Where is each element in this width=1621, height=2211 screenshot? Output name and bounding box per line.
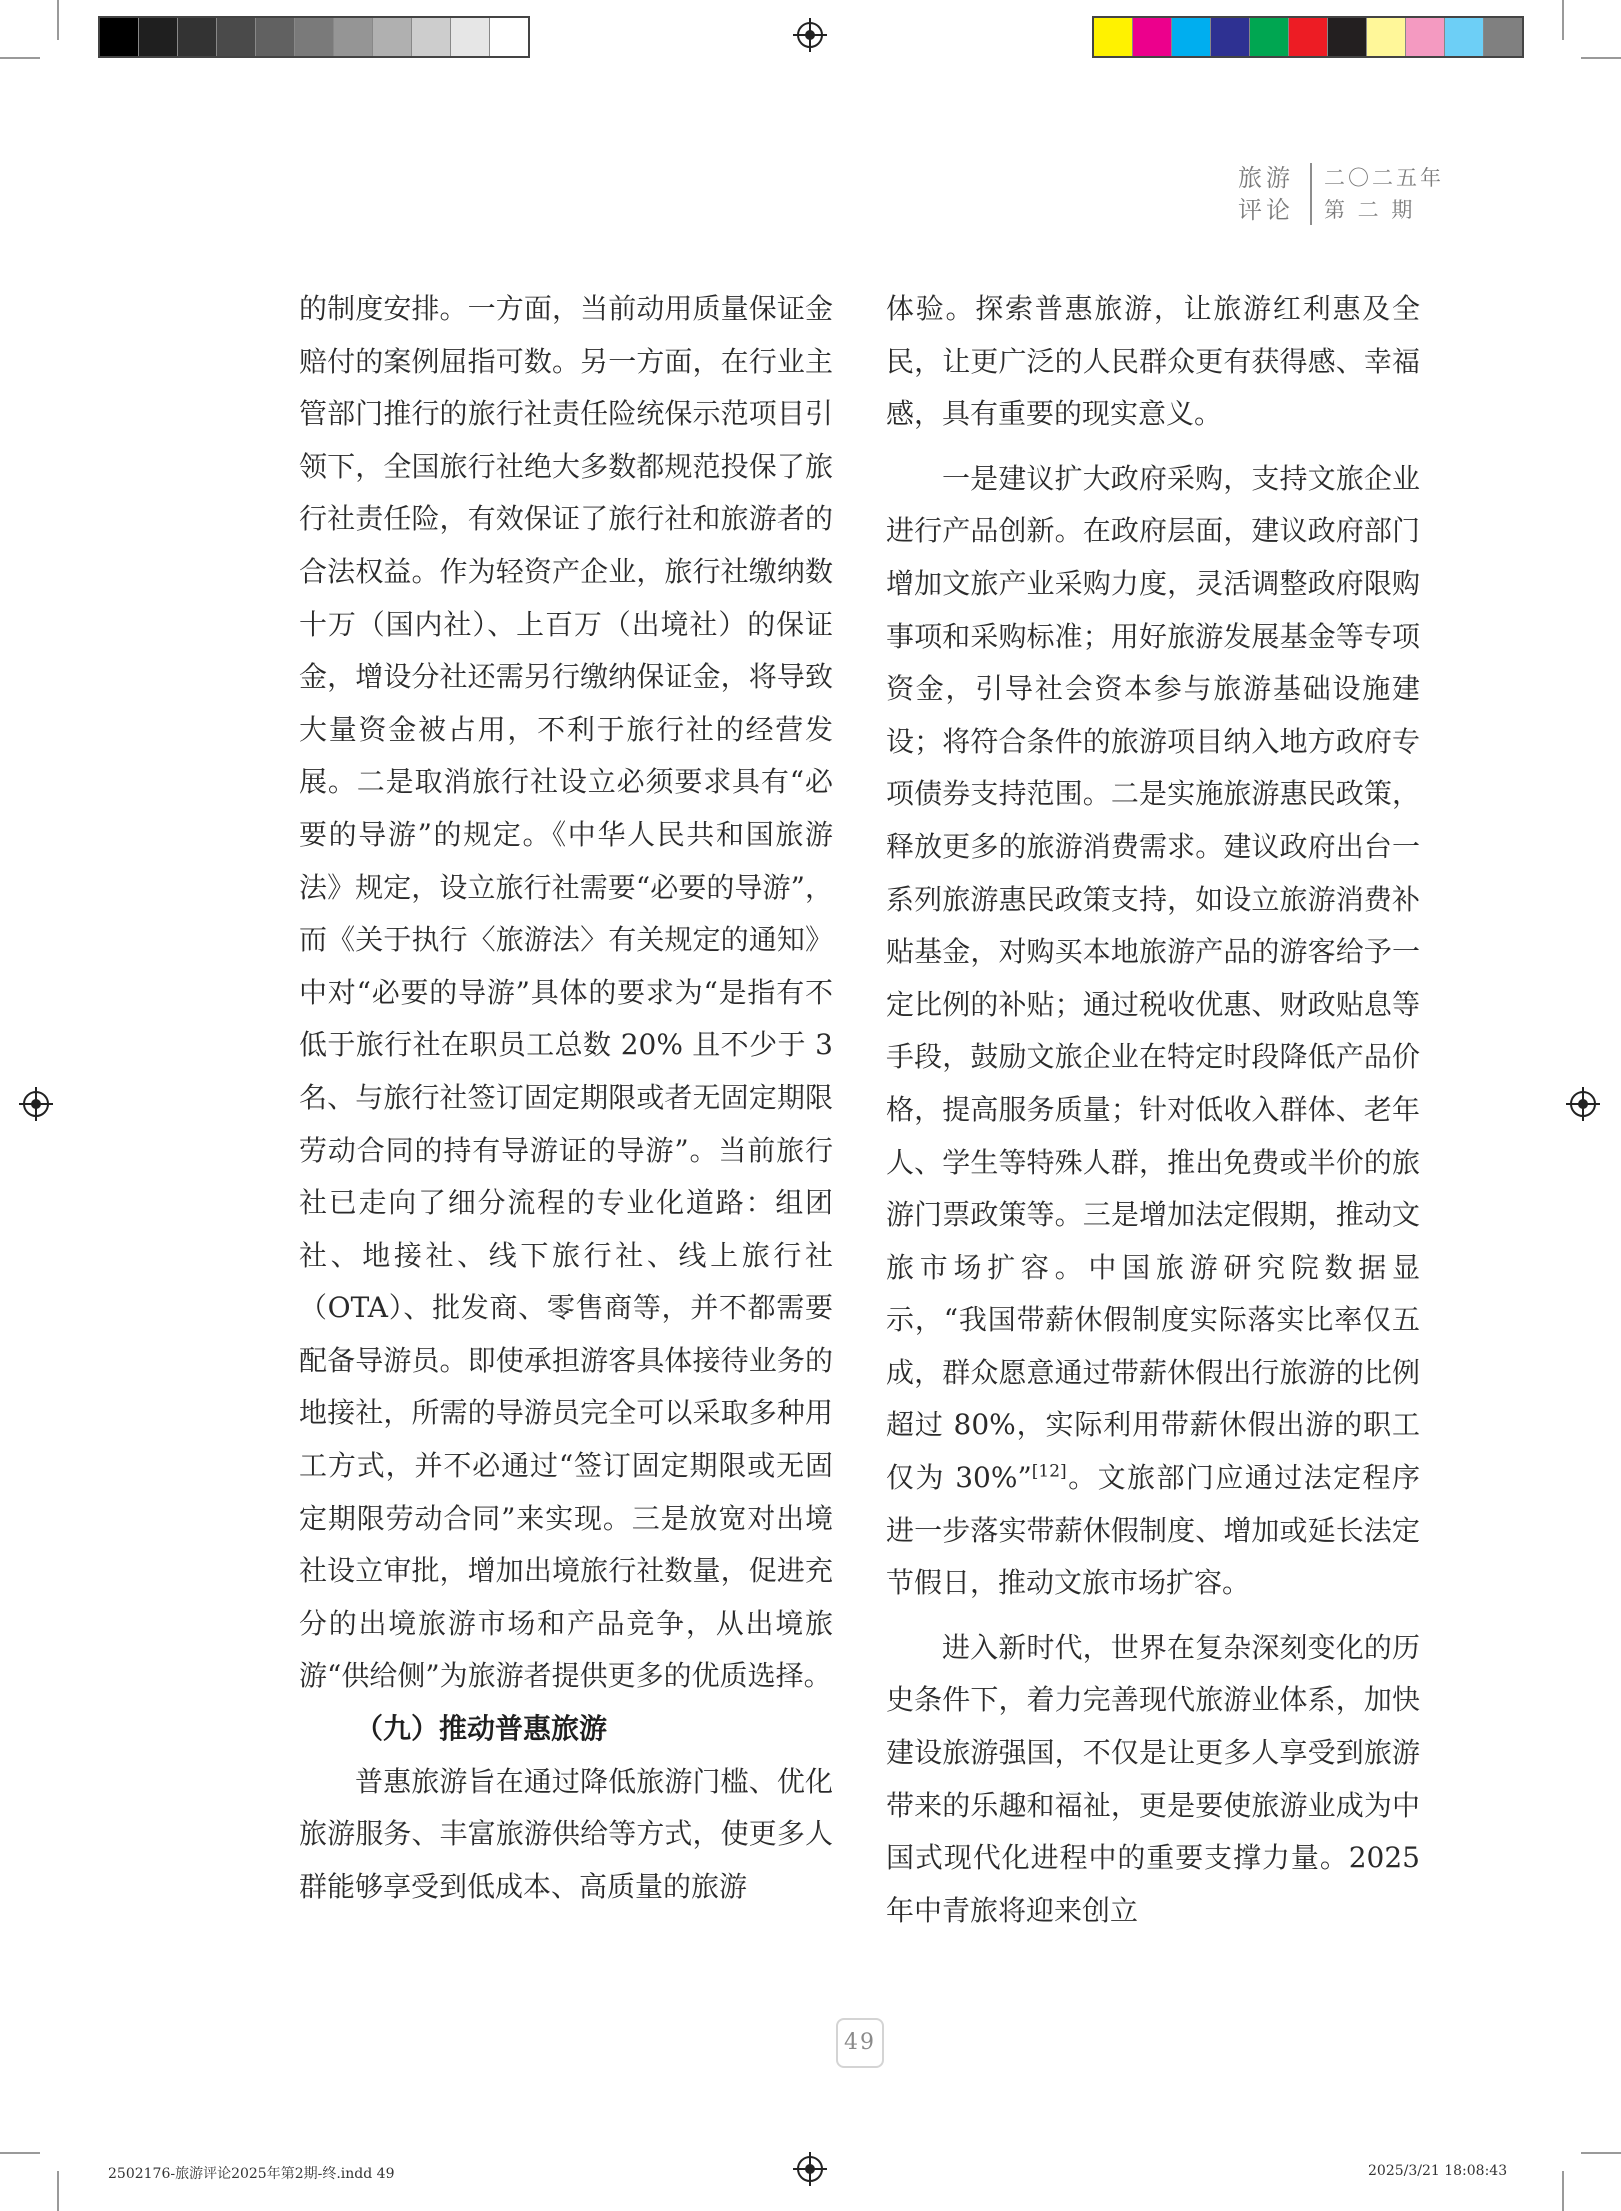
color-swatch bbox=[1172, 18, 1211, 56]
registration-mark-icon bbox=[23, 1091, 49, 1117]
registration-mark-icon bbox=[1570, 1091, 1596, 1117]
crop-mark bbox=[57, 2171, 59, 2211]
crop-mark bbox=[0, 2152, 40, 2154]
color-swatch bbox=[1133, 18, 1172, 56]
citation-reference: [12] bbox=[1031, 1461, 1067, 1482]
registration-mark-icon bbox=[797, 2156, 823, 2182]
color-swatch bbox=[178, 18, 217, 56]
process-color-bar bbox=[1092, 16, 1524, 58]
color-swatch bbox=[1289, 18, 1328, 56]
color-swatch bbox=[100, 18, 139, 56]
paragraph: 的制度安排。一方面，当前动用质量保证金赔付的案例屈指可数。另一方面，在行业主管部门推行的旅行社责任险统保示范项目引领下，全国旅行社绝大多数都规范投保了旅行社责任险，有效保证了旅行社和旅游者的合法权益。作为轻资产企业，旅行社缴纳数十万（国内社）、上百万（出境社）的保证金，增设分社还需另行缴纳保证金，将导致大量资金被占用，不利于旅行社的经营发展。二是取消旅行社设立必须要求具有“必要的导游”的规定。《中华人民共和国旅游法》规定，设立旅行社需要“必要的导游”，而《关于执行〈旅游法〉有关规定的通知》中对“必要的导游”具体的要求为“是指有不低于旅行社在职员工总数 20% 且不少于 3 名、与旅行社签订固定期限或者无固定期限劳动合同的持有导游证的导游”。当前旅行社已走向了细分流程的专业化道路：组团社、地接社、线下旅行社、线上旅行社（OTA）、批发商、零售商等，并不都需要配备导游员。即使承担游客具体接待业务的地接社，所需的导游员完全可以采取多种用工方式，并不必通过“签订固定期限或无固定期限劳动合同”来实现。三是放宽对出境社设立审批，增加出境旅行社数量，促进充分的出境旅游市场和产品竞争，从出境旅游“供给侧”为旅游者提供更多的优质选择。 bbox=[299, 292, 833, 1693]
footer-datetime: 2025/3/21 18:08:43 bbox=[1368, 2163, 1508, 2179]
crop-mark bbox=[1581, 57, 1621, 59]
color-swatch bbox=[490, 18, 528, 56]
paragraph: 普惠旅游旨在通过降低旅游门槛、优化旅游服务、丰富旅游供给等方式，使更多人群能够享受到低成本、高质量的旅游 bbox=[299, 1764, 833, 1903]
crop-mark bbox=[57, 0, 59, 40]
crop-mark bbox=[1562, 0, 1564, 40]
footer-file-name: 2502176-旅游评论2025年第2期-终.indd 49 bbox=[108, 2166, 395, 2182]
registration-mark-icon bbox=[797, 22, 823, 48]
paragraph: 一是建议扩大政府采购，支持文旅企业进行产品创新。在政府层面，建议政府部门增加文旅产业采购力度，灵活调整政府限购事项和采购标准；用好旅游发展基金等专项资金，引导社会资本参与旅游基础设施建设；将符合条件的旅游项目纳入地方政府专项债券支持范围。二是实施旅游惠民政策，释放更多的旅游消费需求。建议政府出台一系列旅游惠民政策支持，如设立旅游消费补贴基金，对购买本地旅游产品的游客给予一定比例的补贴；通过税收优惠、财政贴息等手段，鼓励文旅企业在特定时段降低产品价格，提高服务质量；针对低收入群体、老年人、学生等特殊人群，推出免费或半价的旅游门票政策等。三是增加法定假期，推动文旅市场扩容。中国旅游研究院数据显示，“我国带薪休假制度实际落实比率仅五成，群众愿意通过带薪休假出行旅游的比例超过 80%，实际利用带薪休假出游的职工仅为 30%”[12]。文旅部门应通过法定程序进一步落实带薪休假制度、增加或延长法定节假日，推动文旅市场扩容。 bbox=[886, 461, 1420, 1600]
running-header bbox=[1238, 162, 1444, 226]
issue-info: 二〇二五年 第 二 期 bbox=[1324, 166, 1444, 222]
color-swatch bbox=[373, 18, 412, 56]
crop-mark bbox=[0, 57, 40, 59]
header-divider bbox=[1310, 163, 1312, 225]
color-swatch bbox=[1445, 18, 1484, 56]
paragraph: 体验。探索普惠旅游，让旅游红利惠及全民，让更广泛的人民群众更有获得感、幸福感，具有重要的现实意义。 bbox=[886, 292, 1420, 431]
color-swatch bbox=[1484, 18, 1522, 56]
crop-mark bbox=[1562, 2171, 1564, 2211]
color-swatch bbox=[256, 18, 295, 56]
color-swatch bbox=[1094, 18, 1133, 56]
crop-mark bbox=[1581, 2152, 1621, 2154]
color-swatch bbox=[139, 18, 178, 56]
paragraph: 进入新时代，世界在复杂深刻变化的历史条件下，着力完善现代旅游业体系，加快建设旅游强国，不仅是让更多人享受到旅游带来的乐趣和福祉，更是要使旅游业成为中国式现代化进程中的重要支撑力量。2025 年中青旅将迎来创立 bbox=[886, 1630, 1420, 1927]
left-text-column bbox=[299, 283, 833, 1913]
color-swatch bbox=[217, 18, 256, 56]
color-swatch bbox=[1367, 18, 1406, 56]
page-number: 49 bbox=[836, 2018, 884, 2068]
grayscale-color-bar bbox=[98, 16, 530, 58]
color-swatch bbox=[412, 18, 451, 56]
color-swatch bbox=[334, 18, 373, 56]
journal-name: 旅游 评论 bbox=[1238, 164, 1294, 224]
color-swatch bbox=[1250, 18, 1289, 56]
color-swatch bbox=[295, 18, 334, 56]
right-text-column bbox=[886, 283, 1420, 1937]
section-heading: （九）推动普惠旅游 bbox=[355, 1712, 608, 1746]
color-swatch bbox=[1328, 18, 1367, 56]
color-swatch bbox=[451, 18, 490, 56]
color-swatch bbox=[1406, 18, 1445, 56]
color-swatch bbox=[1211, 18, 1250, 56]
